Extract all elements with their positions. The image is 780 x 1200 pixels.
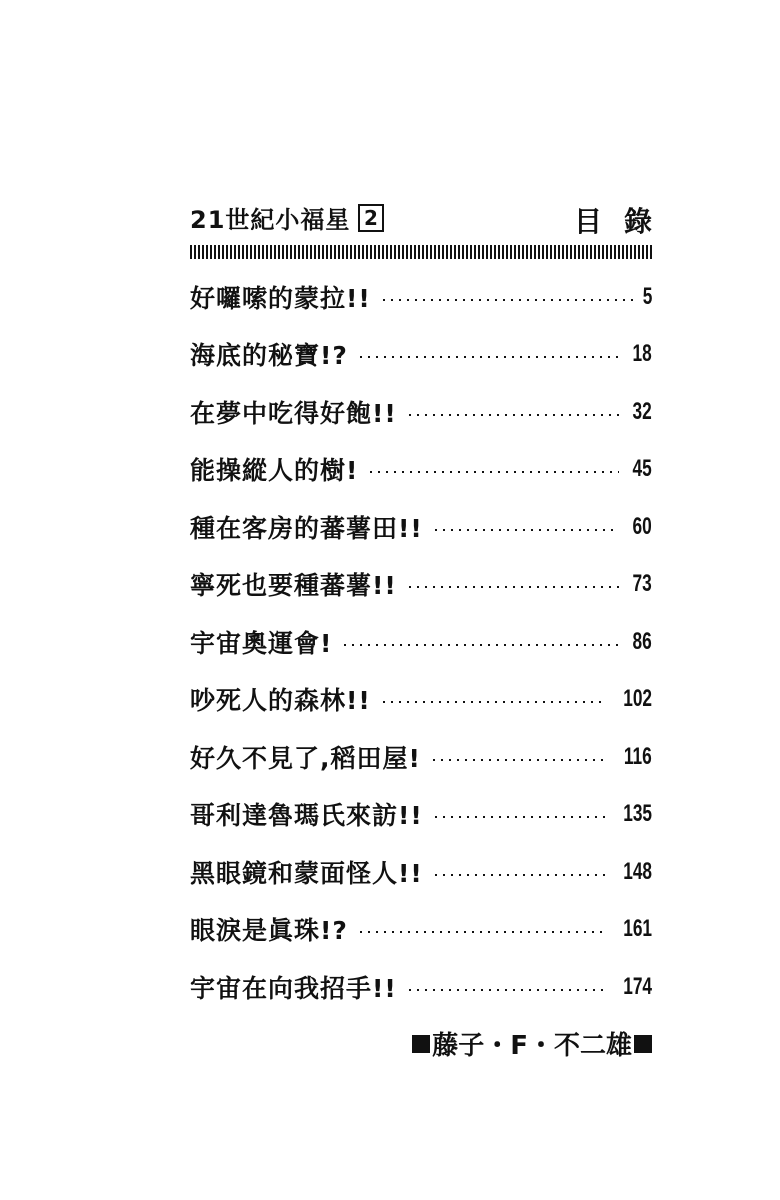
toc-entry xyxy=(190,786,652,844)
entry-title: 在夢中吃得好飽!! xyxy=(190,398,397,428)
entry-page: 102 xyxy=(623,685,652,713)
square-bullet-icon xyxy=(412,1035,430,1053)
entry-page: 148 xyxy=(623,857,652,885)
entry-page: 60 xyxy=(632,512,652,540)
decorative-ruler xyxy=(190,245,652,259)
entry-title: 宇宙奧運會! xyxy=(190,628,333,658)
entry-page: 5 xyxy=(642,282,652,310)
square-bullet-icon xyxy=(634,1035,652,1053)
dot-leader xyxy=(370,471,619,473)
toc-entry xyxy=(190,728,652,786)
dot-leader xyxy=(383,701,606,703)
toc-entry xyxy=(190,326,652,384)
dot-leader xyxy=(360,356,619,358)
toc-entry xyxy=(190,383,652,441)
series-title-group xyxy=(190,200,384,235)
toc-entry xyxy=(190,268,652,326)
toc-entry xyxy=(190,958,652,1016)
toc-entry xyxy=(190,671,652,729)
entry-title: 寧死也要種蕃薯!! xyxy=(190,571,397,601)
toc-title: 目錄 xyxy=(573,205,674,238)
entry-page: 86 xyxy=(632,627,652,655)
entry-title: 哥利達魯瑪氏來訪!! xyxy=(190,801,423,831)
entry-title: 能操縱人的樹! xyxy=(190,456,359,486)
dot-leader xyxy=(409,586,619,588)
entry-title: 吵死人的森林!! xyxy=(190,686,371,716)
dot-leader xyxy=(409,414,619,416)
entry-page: 32 xyxy=(632,397,652,425)
toc-entry xyxy=(190,556,652,614)
entry-page: 73 xyxy=(632,570,652,598)
dot-leader xyxy=(344,644,619,646)
entry-title: 黑眼鏡和蒙面怪人!! xyxy=(190,858,423,888)
author-credit xyxy=(412,1025,652,1062)
dot-leader xyxy=(435,874,606,876)
dot-leader xyxy=(409,989,606,991)
volume-number: 2 xyxy=(358,204,384,232)
dot-leader xyxy=(433,759,607,761)
entry-page: 161 xyxy=(623,915,652,943)
dot-leader xyxy=(360,931,606,933)
entry-title: 種在客房的蕃薯田!! xyxy=(190,513,423,543)
entry-title: 海底的秘寶!? xyxy=(190,341,348,371)
toc-entry xyxy=(190,613,652,671)
entry-title: 眼淚是眞珠!? xyxy=(190,916,348,946)
entry-title: 好囉嗦的蒙拉!! xyxy=(190,283,371,313)
entry-page: 45 xyxy=(632,455,652,483)
toc-list xyxy=(190,268,652,1016)
entry-page: 135 xyxy=(623,800,652,828)
dot-leader xyxy=(383,299,633,301)
toc-entry xyxy=(190,901,652,959)
toc-header xyxy=(190,200,674,238)
toc-entry xyxy=(190,843,652,901)
dot-leader xyxy=(435,816,606,818)
dot-leader xyxy=(435,529,619,531)
author-name: 藤子・F・不二雄 xyxy=(432,1031,632,1061)
toc-entry xyxy=(190,498,652,556)
entry-page: 18 xyxy=(632,340,652,368)
entry-title: 宇宙在向我招手!! xyxy=(190,973,397,1003)
entry-page: 116 xyxy=(624,742,652,770)
series-title: 21世紀小福星 xyxy=(190,206,351,234)
entry-title: 好久不見了,稻田屋! xyxy=(190,743,421,773)
toc-entry xyxy=(190,441,652,499)
entry-page: 174 xyxy=(623,972,652,1000)
